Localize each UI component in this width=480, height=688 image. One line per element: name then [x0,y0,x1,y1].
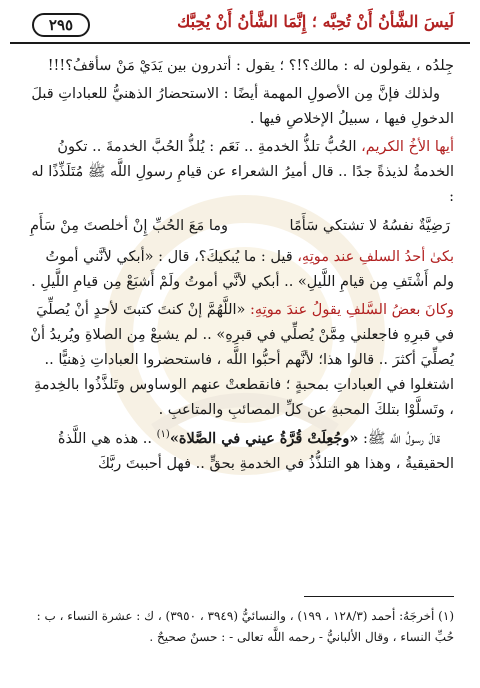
paragraph-group-2 [26,245,454,477]
highlighted-lead-text: أيها الأخُ الكريم، [356,139,454,155]
paragraph [26,54,454,79]
poem-hemistich-right: رَضِيَّةٌ نفسُهُ لا تشتكي سَأَمًا [289,218,450,234]
text-segment: الحُبُّ تلذُّ الخدمةِ .. نَعَم : يُلذُّ الحُبَّ الخدمةَ .. تكونُ الخدمةُ لذيذةً جدًا .. قال أميرُ الشعراء عن قيامِ رسولِ اللَّه ﷺ مُتَلَذِّذًا له : [31,139,454,205]
page-number-badge: ٢٩٥ [32,13,90,37]
text-segment: جِلدُه ، يقولون له : مالك؟!؟ ؛ يقول : أتدرون بين يَدَيْ مَنْ سأقفُ؟!!! [47,58,454,74]
text-segment: .. هذه هي اللَّذةُ الحقيقيةُ ، وهذا هو التلذُّذُ في الخدمةِ بحقٍّ .. فهل أحببتَ ربَّكَ [57,431,454,472]
poem-verse [30,214,450,239]
header-divider [10,42,470,44]
paragraph [26,82,454,132]
highlighted-lead-text: وكانَ بعضُ السَّلفِ يقولُ عندَ موتِهِ: [245,302,454,318]
footnote: (١) أخرجَهُ: أحمد (١٢٨/٣ ، ١٩٩) ، والنسائيُّ (٣٩٤٩ ، ٣٩٥٠) ، ك : عشرة النساء ، ب : حُبِّ النساء ، وقال الألبانيُّ - رحمه اللَّه تعالى - : حسنٌ صحيحٌ . [36,609,454,644]
body-text [26,54,454,480]
footnote-marker: (١) [156,429,170,441]
paragraph [26,298,454,423]
poem-hemistich-left: وما مَعَ الحُبِّ إِنْ أخلصتَ مِنْ سَأَمِ [30,218,229,234]
page-header [10,8,470,42]
paragraph [26,245,454,295]
text-segment: قالَ رسولُ اللَّه ﷺ: [358,431,440,447]
text-segment: «اللَّهُمَّ إنْ كنتَ كتبتَ لأحدٍ أنْ يُصلِّيَ في قبرِهِ فاجعلني مِمَّنْ يُصلِّي في قبرِهِ» .. لم يشبعْ مِن الصلاةِ ويُريدُ أنْ يُصلِّيَ أكثرَ .. قالوا هذا؛ لأنَّهم أحبُّوا اللَّه ، فاستحضروا العباداتِ ذِهنيًّا .. اشتغلوا في العباداتِ بمحبةٍ ؛ فانقطعتْ عنهم الوساوس وتَلذَّذُوا بالخِدمةِ ، وتَسلَّوْا بتلكَ المحبةِ عن كلِّ المصائبِ والمتاعبِ . [30,302,454,418]
text-segment: «وجُعِلَتْ قُرَّةُ عيني في الصَّلاة» [169,430,359,447]
footnote-divider [304,596,454,597]
highlighted-lead-text: بكىٰ أحدُ السلفِ عند موتِهِ، [292,249,454,265]
text-segment: قيل : ما يُبكيكَ؟، قال : «أبكي لأنَّني أموتُ ولم أَشْتَفِ مِن قيامِ اللَّيلِ» .. أبكي لأنَّي أموتُ ولَمْ أَشبَعْ مِن قيامِ اللَّيلِ . [31,249,454,290]
text-segment: ولذلك فإنَّ مِن الأصولِ المهمة أيضًا : الاستحضارُ الذهنيُّ للعباداتِ قبلَ الدخولِ فيها ، سبيلُ الإخلاصِ فيها . [31,86,454,127]
paragraph [26,135,454,210]
paragraph-group-1 [26,54,454,210]
paragraph [26,426,454,477]
running-title: لَيسَ الشَّأنُ أَنْ تُحِبَّه ؛ إِنَّمَا الشَّأنُ أَنْ يُحِبَّك [177,12,454,31]
